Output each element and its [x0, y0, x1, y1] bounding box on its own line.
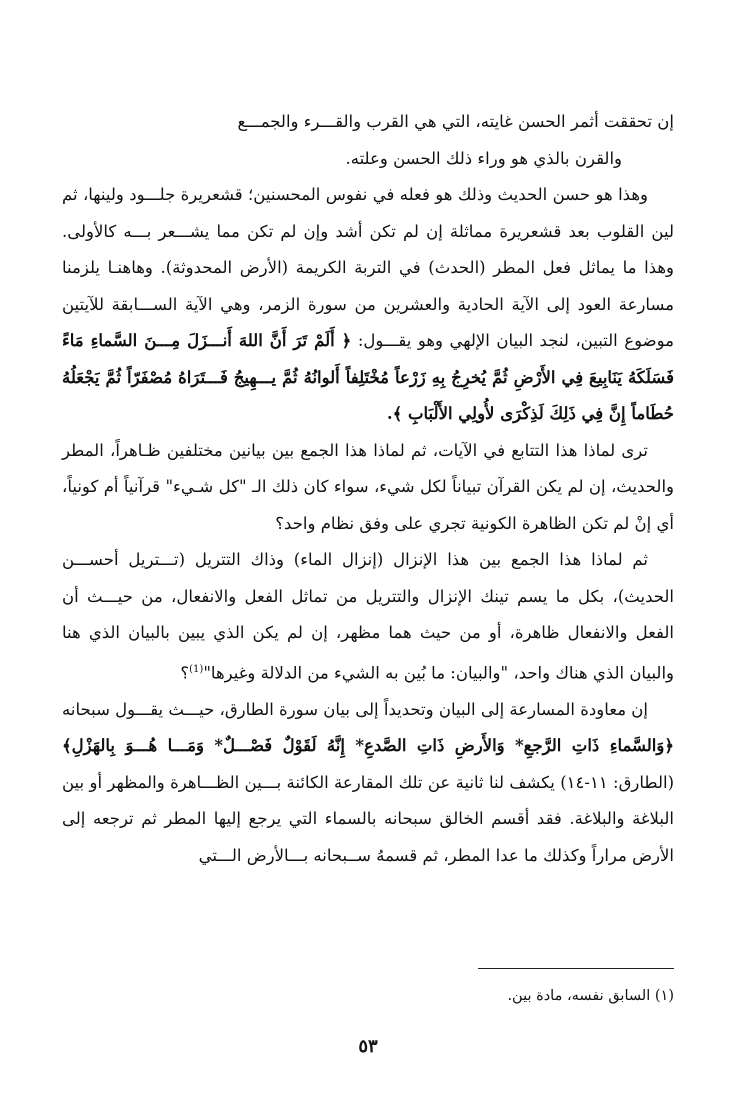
paragraph-1b [62, 141, 674, 178]
paragraph-5 [62, 692, 674, 875]
footnote-text: السابق نفسه، مادة بين. [507, 988, 651, 1004]
footnote-reference[interactable]: (1) [189, 663, 204, 675]
paragraph-text: ثم لماذا هذا الجمع بين هذا الإنزال (إنزال الماء) وذاك التتريل (تـــتريل أحســـن الحديث)، بكل ما يسم تينك الإنزال والتتريل من تماثل الفعل والانفعال، من حيـــث أن الفعل والانفعال ظاهرة، أو من حيث هما مظهر، إن لم يكن الذي يبين بالبيان الذي هنا والبيان الذي هناك واحد، "والبيان: ما بُين به الشيء من الدلالة وغيرها" [62, 550, 674, 682]
paragraph-2 [62, 177, 674, 433]
quran-verse: ﴿وَالسَّماءِ ذَاتِ الرَّجعِ* وَالأَرضِ ذَاتِ الصَّدعِ* إِنَّهُ لَقَوْلٌ فَصْـــلٌ* وَمَـــا هُـــوَ بِالهَزْلِ﴾ [62, 736, 674, 755]
paragraph-text: ترى لماذا هذا التتابع في الآيات، ثم لماذا هذا الجمع بين بيانين مختلفين ظـاهراً، المطر والحديث، إن لم يكن القرآن تبياناً لكل شيء، سواء كان ذلك الـ "كل شـيء" قرآنياً أم كونياً، أي إنْ لم تكن الظاهرة الكونية تجري على وفق نظام واحد؟ [62, 440, 674, 533]
paragraph-text: (الطارق: ١١-١٤) يكشف لنا ثانية عن تلك المقارعة الكائنة بـــين الظـــاهرة والمظهر أو بين البلاغة والبلاغة. فقد أقسم الخالق سبحانه بالسماء التي يرجع إليها المطر ثم ترجعه إلى الأرض مراراً وكذلك ما عدا المطر، ثم قسمهُ ســبحانه بـــالأرض الـــتي [62, 772, 675, 865]
question-mark: ؟ [180, 663, 190, 682]
footnote [62, 984, 674, 1008]
paragraph-text: إن معاودة المسارعة إلى البيان وتحديداً إلى بيان سورة الطارق، حيـــث يقـــول سبحانه [62, 699, 648, 719]
paragraph-text: وهذا هو حسن الحديث وذلك هو فعله في نفوس المحسنين؛ قشعريرة جلـــود ولينها، ثم لين القلوب بعد قشعريرة مماثلة إن لم تكن أشد وإن لم تكن مما يشـــعر بـــه كالأولى. وهذا ما يماثل فعل المطر (الحدث) في التربة الكريمة (الأرض المحدوثة). وهاهنـا يلزمنا مسارعة العود إلى الآية الحادية والعشرين من سورة الزمر، وهي الآية الســـابقة للآيتين موضوع التبين، لنجد البيان الإلهي وهو يقـــول: [62, 185, 674, 350]
paragraph-1a [62, 104, 674, 141]
paragraph-text: إن تحققت أثمر الحسن غايته، التي هي القرب والقـــرء والجمـــع [237, 112, 674, 131]
page-number: ٥٣ [358, 1036, 378, 1057]
footnote-marker: (١) [654, 988, 674, 1004]
body-text [62, 104, 674, 874]
paragraph-3 [62, 433, 674, 543]
quran-verse: ﴿ أَلَمْ تَرَ أَنَّ اللهَ أَنـــزَلَ مِـــنَ السَّماءِ مَاءً فَسَلَكَهُ يَنَابِيعَ فِي الأَرْضِ ثُمَّ يُخرِجُ بِهِ زَرْعاً مُخْتَلِفاً أَلوانُهُ ثُمَّ يـــهِيجُ فَـــتَرَاهُ مُصْفَرّاً ثُمَّ يَجْعَلُهُ حُطَاماً إِنَّ فِي ذَلِكَ لَذِكْرَى لأُولِي الأَلْبَابِ ﴾. [62, 331, 674, 423]
paragraph-text: والقرن بالذي هو وراء ذلك الحسن وعلته. [345, 148, 622, 168]
paragraph-4 [62, 542, 674, 692]
footnote-divider [478, 968, 674, 969]
